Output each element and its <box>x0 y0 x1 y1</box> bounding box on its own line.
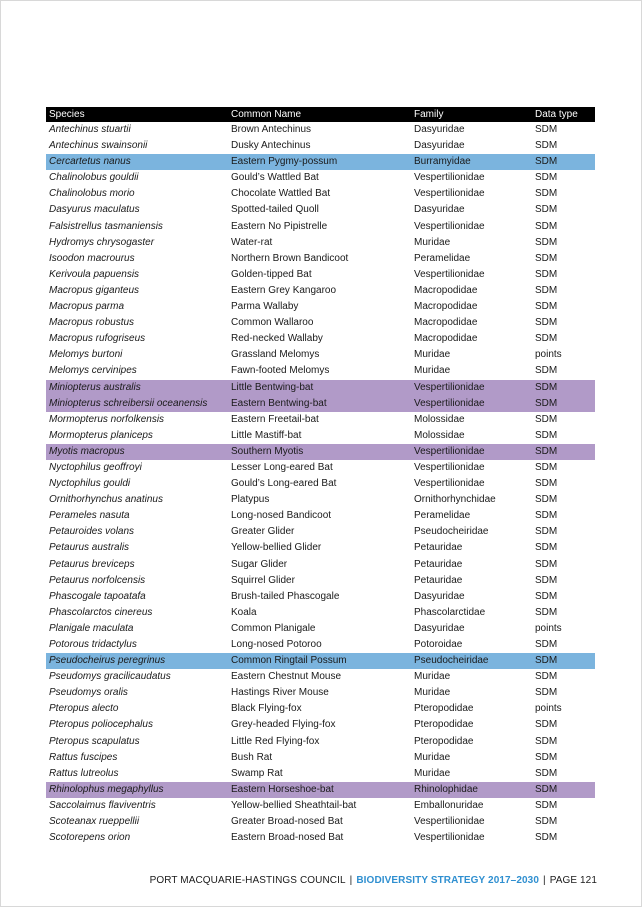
table-row <box>46 299 595 315</box>
data-type-cell: SDM <box>535 397 558 409</box>
table-row <box>46 428 595 444</box>
family-cell: Dasyuridae <box>414 204 465 216</box>
species-cell: Rattus fuscipes <box>49 751 118 763</box>
table-row <box>46 476 595 492</box>
data-type-cell: points <box>535 703 562 715</box>
data-type-cell: SDM <box>535 252 558 264</box>
common-name-cell: Parma Wallaby <box>231 301 299 313</box>
table-row <box>46 669 595 685</box>
table-body <box>46 122 595 846</box>
species-cell: Phascogale tapoatafa <box>49 590 146 602</box>
table-row <box>46 186 595 202</box>
species-table <box>46 107 595 846</box>
common-name-cell: Grassland Melomys <box>231 349 320 361</box>
common-name-cell: Long-nosed Bandicoot <box>231 510 332 522</box>
species-cell: Cercartetus nanus <box>49 156 131 168</box>
data-type-cell: SDM <box>535 317 558 329</box>
table-row <box>46 750 595 766</box>
family-cell: Muridae <box>414 365 451 377</box>
species-cell: Pteropus alecto <box>49 703 119 715</box>
species-cell: Mormopterus norfolkensis <box>49 413 165 425</box>
common-name-cell: Hastings River Mouse <box>231 687 329 699</box>
species-cell: Melomys burtoni <box>49 349 123 361</box>
common-name-cell: Lesser Long-eared Bat <box>231 461 333 473</box>
family-cell: Macropodidae <box>414 317 478 329</box>
species-cell: Petaurus norfolcensis <box>49 574 146 586</box>
family-cell: Petauridae <box>414 542 463 554</box>
footer-separator: | <box>542 875 546 886</box>
table-row <box>46 315 595 331</box>
data-type-cell: SDM <box>535 333 558 345</box>
common-name-cell: Water-rat <box>231 236 273 248</box>
common-name-cell: Eastern Freetail-bat <box>231 413 319 425</box>
table-row <box>46 605 595 621</box>
species-cell: Myotis macropus <box>49 445 125 457</box>
species-cell: Potorous tridactylus <box>49 639 137 650</box>
common-name-cell: Common Ringtail Possum <box>231 655 347 667</box>
footer-separator: | <box>349 875 353 886</box>
family-cell: Pseudocheiridae <box>414 655 489 667</box>
species-cell: Nyctophilus geoffroyi <box>49 461 142 473</box>
data-type-cell: SDM <box>535 606 558 618</box>
species-cell: Isoodon macrourus <box>49 252 135 264</box>
header-common-name: Common Name <box>231 109 302 120</box>
family-cell: Pteropodidae <box>414 703 474 715</box>
common-name-cell: Brush-tailed Phascogale <box>231 590 340 602</box>
family-cell: Rhinolophidae <box>414 783 478 795</box>
family-cell: Dasyuridae <box>414 124 465 135</box>
family-cell: Vespertilionidae <box>414 381 485 393</box>
data-type-cell: SDM <box>535 735 558 747</box>
species-cell: Pteropus poliocephalus <box>49 719 153 731</box>
species-cell: Scoteanax rueppellii <box>49 816 140 828</box>
table-row <box>46 396 595 412</box>
family-cell: Vespertilionidae <box>414 461 485 473</box>
family-cell: Emballonuridae <box>414 799 484 811</box>
species-cell: Antechinus stuartii <box>49 124 131 135</box>
table-row <box>46 734 595 750</box>
table-row <box>46 347 595 363</box>
table-row <box>46 331 595 347</box>
common-name-cell: Little Red Flying-fox <box>231 735 320 747</box>
data-type-cell: SDM <box>535 590 558 602</box>
species-cell: Macropus robustus <box>49 317 135 329</box>
common-name-cell: Little Mastiff-bat <box>231 429 302 441</box>
common-name-cell: Greater Glider <box>231 526 295 538</box>
data-type-cell: SDM <box>535 188 558 200</box>
common-name-cell: Eastern Chestnut Mouse <box>231 671 342 683</box>
data-type-cell: SDM <box>535 478 558 490</box>
species-cell: Petaurus breviceps <box>49 558 135 570</box>
table-row <box>46 412 595 428</box>
table-row <box>46 460 595 476</box>
data-type-cell: SDM <box>535 494 558 506</box>
table-row <box>46 202 595 218</box>
common-name-cell: Yellow-bellied Glider <box>231 542 322 554</box>
family-cell: Macropodidae <box>414 284 478 296</box>
common-name-cell: Platypus <box>231 494 270 506</box>
table-row <box>46 798 595 814</box>
table-header-row <box>46 107 595 122</box>
family-cell: Vespertilionidae <box>414 832 485 844</box>
common-name-cell: Koala <box>231 606 257 618</box>
common-name-cell: Chocolate Wattled Bat <box>231 188 331 200</box>
family-cell: Petauridae <box>414 558 463 570</box>
species-cell: Rattus lutreolus <box>49 767 119 779</box>
data-type-cell: SDM <box>535 140 558 152</box>
table-row <box>46 267 595 283</box>
family-cell: Burramyidae <box>414 156 471 168</box>
species-cell: Chalinolobus gouldii <box>49 172 139 184</box>
species-cell: Macropus giganteus <box>49 284 140 296</box>
common-name-cell: Long-nosed Potoroo <box>231 639 322 650</box>
table-row <box>46 589 595 605</box>
common-name-cell: Eastern Broad-nosed Bat <box>231 832 344 844</box>
species-cell: Macropus parma <box>49 301 125 313</box>
species-cell: Saccolaimus flaviventris <box>49 799 156 811</box>
data-type-cell: SDM <box>535 671 558 683</box>
header-species: Species <box>49 109 85 120</box>
header-data-type: Data type <box>535 109 578 120</box>
family-cell: Vespertilionidae <box>414 397 485 409</box>
family-cell: Vespertilionidae <box>414 816 485 828</box>
data-type-cell: SDM <box>535 301 558 313</box>
species-cell: Planigale maculata <box>49 622 134 634</box>
common-name-cell: Bush Rat <box>231 751 273 763</box>
data-type-cell: SDM <box>535 526 558 538</box>
table-row <box>46 444 595 460</box>
data-type-cell: SDM <box>535 124 558 135</box>
family-cell: Peramelidae <box>414 252 471 264</box>
family-cell: Vespertilionidae <box>414 268 485 280</box>
family-cell: Ornithorhynchidae <box>414 494 496 506</box>
family-cell: Muridae <box>414 687 451 699</box>
common-name-cell: Eastern Horseshoe-bat <box>231 783 334 795</box>
species-cell: Antechinus swainsonii <box>49 140 148 152</box>
footer-strategy-title: BIODIVERSITY STRATEGY 2017–2030 <box>356 875 539 886</box>
family-cell: Vespertilionidae <box>414 445 485 457</box>
data-type-cell: SDM <box>535 767 558 779</box>
family-cell: Vespertilionidae <box>414 220 485 232</box>
species-cell: Perameles nasuta <box>49 510 130 522</box>
species-cell: Pteropus scapulatus <box>49 735 140 747</box>
data-type-cell: SDM <box>535 542 558 554</box>
footer-page-number: PAGE 121 <box>549 875 597 886</box>
species-cell: Ornithorhynchus anatinus <box>49 494 163 506</box>
data-type-cell: SDM <box>535 832 558 844</box>
table-row <box>46 508 595 524</box>
common-name-cell: Eastern Pygmy-possum <box>231 156 338 168</box>
data-type-cell: SDM <box>535 268 558 280</box>
species-cell: Miniopterus schreibersii oceanensis <box>49 397 208 409</box>
species-cell: Dasyurus maculatus <box>49 204 140 216</box>
table-row <box>46 573 595 589</box>
species-cell: Kerivoula papuensis <box>49 268 140 280</box>
species-cell: Pseudomys oralis <box>49 687 128 699</box>
table-row <box>46 830 595 846</box>
table-row <box>46 235 595 251</box>
data-type-cell: SDM <box>535 719 558 731</box>
footer-council: PORT MACQUARIE-HASTINGS COUNCIL <box>149 875 346 886</box>
family-cell: Vespertilionidae <box>414 478 485 490</box>
data-type-cell: SDM <box>535 461 558 473</box>
common-name-cell: Yellow-bellied Sheathtail-bat <box>231 799 357 811</box>
species-cell: Miniopterus australis <box>49 381 141 393</box>
data-type-cell: SDM <box>535 655 558 667</box>
species-cell: Petaurus australis <box>49 542 130 554</box>
data-type-cell: SDM <box>535 429 558 441</box>
family-cell: Molossidae <box>414 429 465 441</box>
data-type-cell: SDM <box>535 445 558 457</box>
family-cell: Pteropodidae <box>414 719 474 731</box>
table-row <box>46 154 595 170</box>
data-type-cell: points <box>535 349 562 361</box>
family-cell: Pteropodidae <box>414 735 474 747</box>
data-type-cell: SDM <box>535 799 558 811</box>
table-row <box>46 766 595 782</box>
table-row <box>46 251 595 267</box>
data-type-cell: SDM <box>535 381 558 393</box>
table-row <box>46 701 595 717</box>
species-cell: Chalinolobus morio <box>49 188 135 200</box>
family-cell: Dasyuridae <box>414 590 465 602</box>
species-cell: Phascolarctos cinereus <box>49 606 153 618</box>
common-name-cell: Eastern No Pipistrelle <box>231 220 328 232</box>
data-type-cell: SDM <box>535 284 558 296</box>
common-name-cell: Spotted-tailed Quoll <box>231 204 319 216</box>
common-name-cell: Eastern Grey Kangaroo <box>231 284 337 296</box>
species-cell: Rhinolophus megaphyllus <box>49 783 164 795</box>
data-type-cell: SDM <box>535 574 558 586</box>
common-name-cell: Fawn-footed Melomys <box>231 365 330 377</box>
species-cell: Pseudocheirus peregrinus <box>49 655 166 667</box>
table-row <box>46 621 595 637</box>
data-type-cell: SDM <box>535 816 558 828</box>
page-footer <box>150 875 597 886</box>
data-type-cell: SDM <box>535 783 558 795</box>
common-name-cell: Brown Antechinus <box>231 124 312 135</box>
common-name-cell: Black Flying-fox <box>231 703 302 715</box>
species-cell: Pseudomys gracilicaudatus <box>49 671 171 683</box>
common-name-cell: Common Wallaroo <box>231 317 314 329</box>
family-cell: Petauridae <box>414 574 463 586</box>
common-name-cell: Southern Myotis <box>231 445 304 457</box>
common-name-cell: Swamp Rat <box>231 767 283 779</box>
common-name-cell: Golden-tipped Bat <box>231 268 312 280</box>
species-cell: Melomys cervinipes <box>49 365 137 377</box>
common-name-cell: Sugar Glider <box>231 558 288 570</box>
common-name-cell: Gould’s Wattled Bat <box>231 172 319 184</box>
data-type-cell: SDM <box>535 172 558 184</box>
family-cell: Macropodidae <box>414 301 478 313</box>
common-name-cell: Northern Brown Bandicoot <box>231 252 349 264</box>
species-cell: Petauroides volans <box>49 526 135 538</box>
data-type-cell: SDM <box>535 687 558 699</box>
family-cell: Macropodidae <box>414 333 478 345</box>
table-row <box>46 653 595 669</box>
common-name-cell: Squirrel Glider <box>231 574 295 586</box>
data-type-cell: points <box>535 622 562 634</box>
common-name-cell: Dusky Antechinus <box>231 140 311 152</box>
data-type-cell: SDM <box>535 236 558 248</box>
family-cell: Dasyuridae <box>414 140 465 152</box>
table-row <box>46 138 595 154</box>
data-type-cell: SDM <box>535 558 558 570</box>
common-name-cell: Red-necked Wallaby <box>231 333 323 345</box>
family-cell: Phascolarctidae <box>414 606 486 618</box>
family-cell: Muridae <box>414 236 451 248</box>
table-row <box>46 122 595 138</box>
table-row <box>46 685 595 701</box>
table-row <box>46 380 595 396</box>
species-cell: Falsistrellus tasmaniensis <box>49 220 163 232</box>
common-name-cell: Eastern Bentwing-bat <box>231 397 327 409</box>
common-name-cell: Little Bentwing-bat <box>231 381 314 393</box>
table-row <box>46 492 595 508</box>
common-name-cell: Greater Broad-nosed Bat <box>231 816 343 828</box>
data-type-cell: SDM <box>535 413 558 425</box>
family-cell: Pseudocheiridae <box>414 526 489 538</box>
data-type-cell: SDM <box>535 751 558 763</box>
family-cell: Potoroidae <box>414 639 463 650</box>
header-family: Family <box>414 109 444 120</box>
common-name-cell: Gould’s Long-eared Bat <box>231 478 337 490</box>
family-cell: Molossidae <box>414 413 465 425</box>
data-type-cell: SDM <box>535 156 558 168</box>
family-cell: Vespertilionidae <box>414 188 485 200</box>
species-cell: Scotorepens orion <box>49 832 131 844</box>
table-row <box>46 814 595 830</box>
species-cell: Mormopterus planiceps <box>49 429 153 441</box>
family-cell: Muridae <box>414 671 451 683</box>
table-row <box>46 363 595 379</box>
family-cell: Dasyuridae <box>414 622 465 634</box>
table-row <box>46 637 595 653</box>
family-cell: Muridae <box>414 751 451 763</box>
table-row <box>46 283 595 299</box>
data-type-cell: SDM <box>535 204 558 216</box>
data-type-cell: SDM <box>535 510 558 522</box>
table-row <box>46 717 595 733</box>
data-type-cell: SDM <box>535 365 558 377</box>
species-cell: Nyctophilus gouldi <box>49 478 131 490</box>
family-cell: Muridae <box>414 767 451 779</box>
table-row <box>46 782 595 798</box>
data-type-cell: SDM <box>535 639 558 650</box>
data-type-cell: SDM <box>535 220 558 232</box>
table-row <box>46 170 595 186</box>
table-row <box>46 540 595 556</box>
species-cell: Hydromys chrysogaster <box>49 236 155 248</box>
common-name-cell: Common Planigale <box>231 622 316 634</box>
common-name-cell: Grey-headed Flying-fox <box>231 719 336 731</box>
family-cell: Peramelidae <box>414 510 471 522</box>
table-row <box>46 557 595 573</box>
table-row <box>46 219 595 235</box>
table-row <box>46 524 595 540</box>
species-cell: Macropus rufogriseus <box>49 333 146 345</box>
family-cell: Muridae <box>414 349 451 361</box>
family-cell: Vespertilionidae <box>414 172 485 184</box>
